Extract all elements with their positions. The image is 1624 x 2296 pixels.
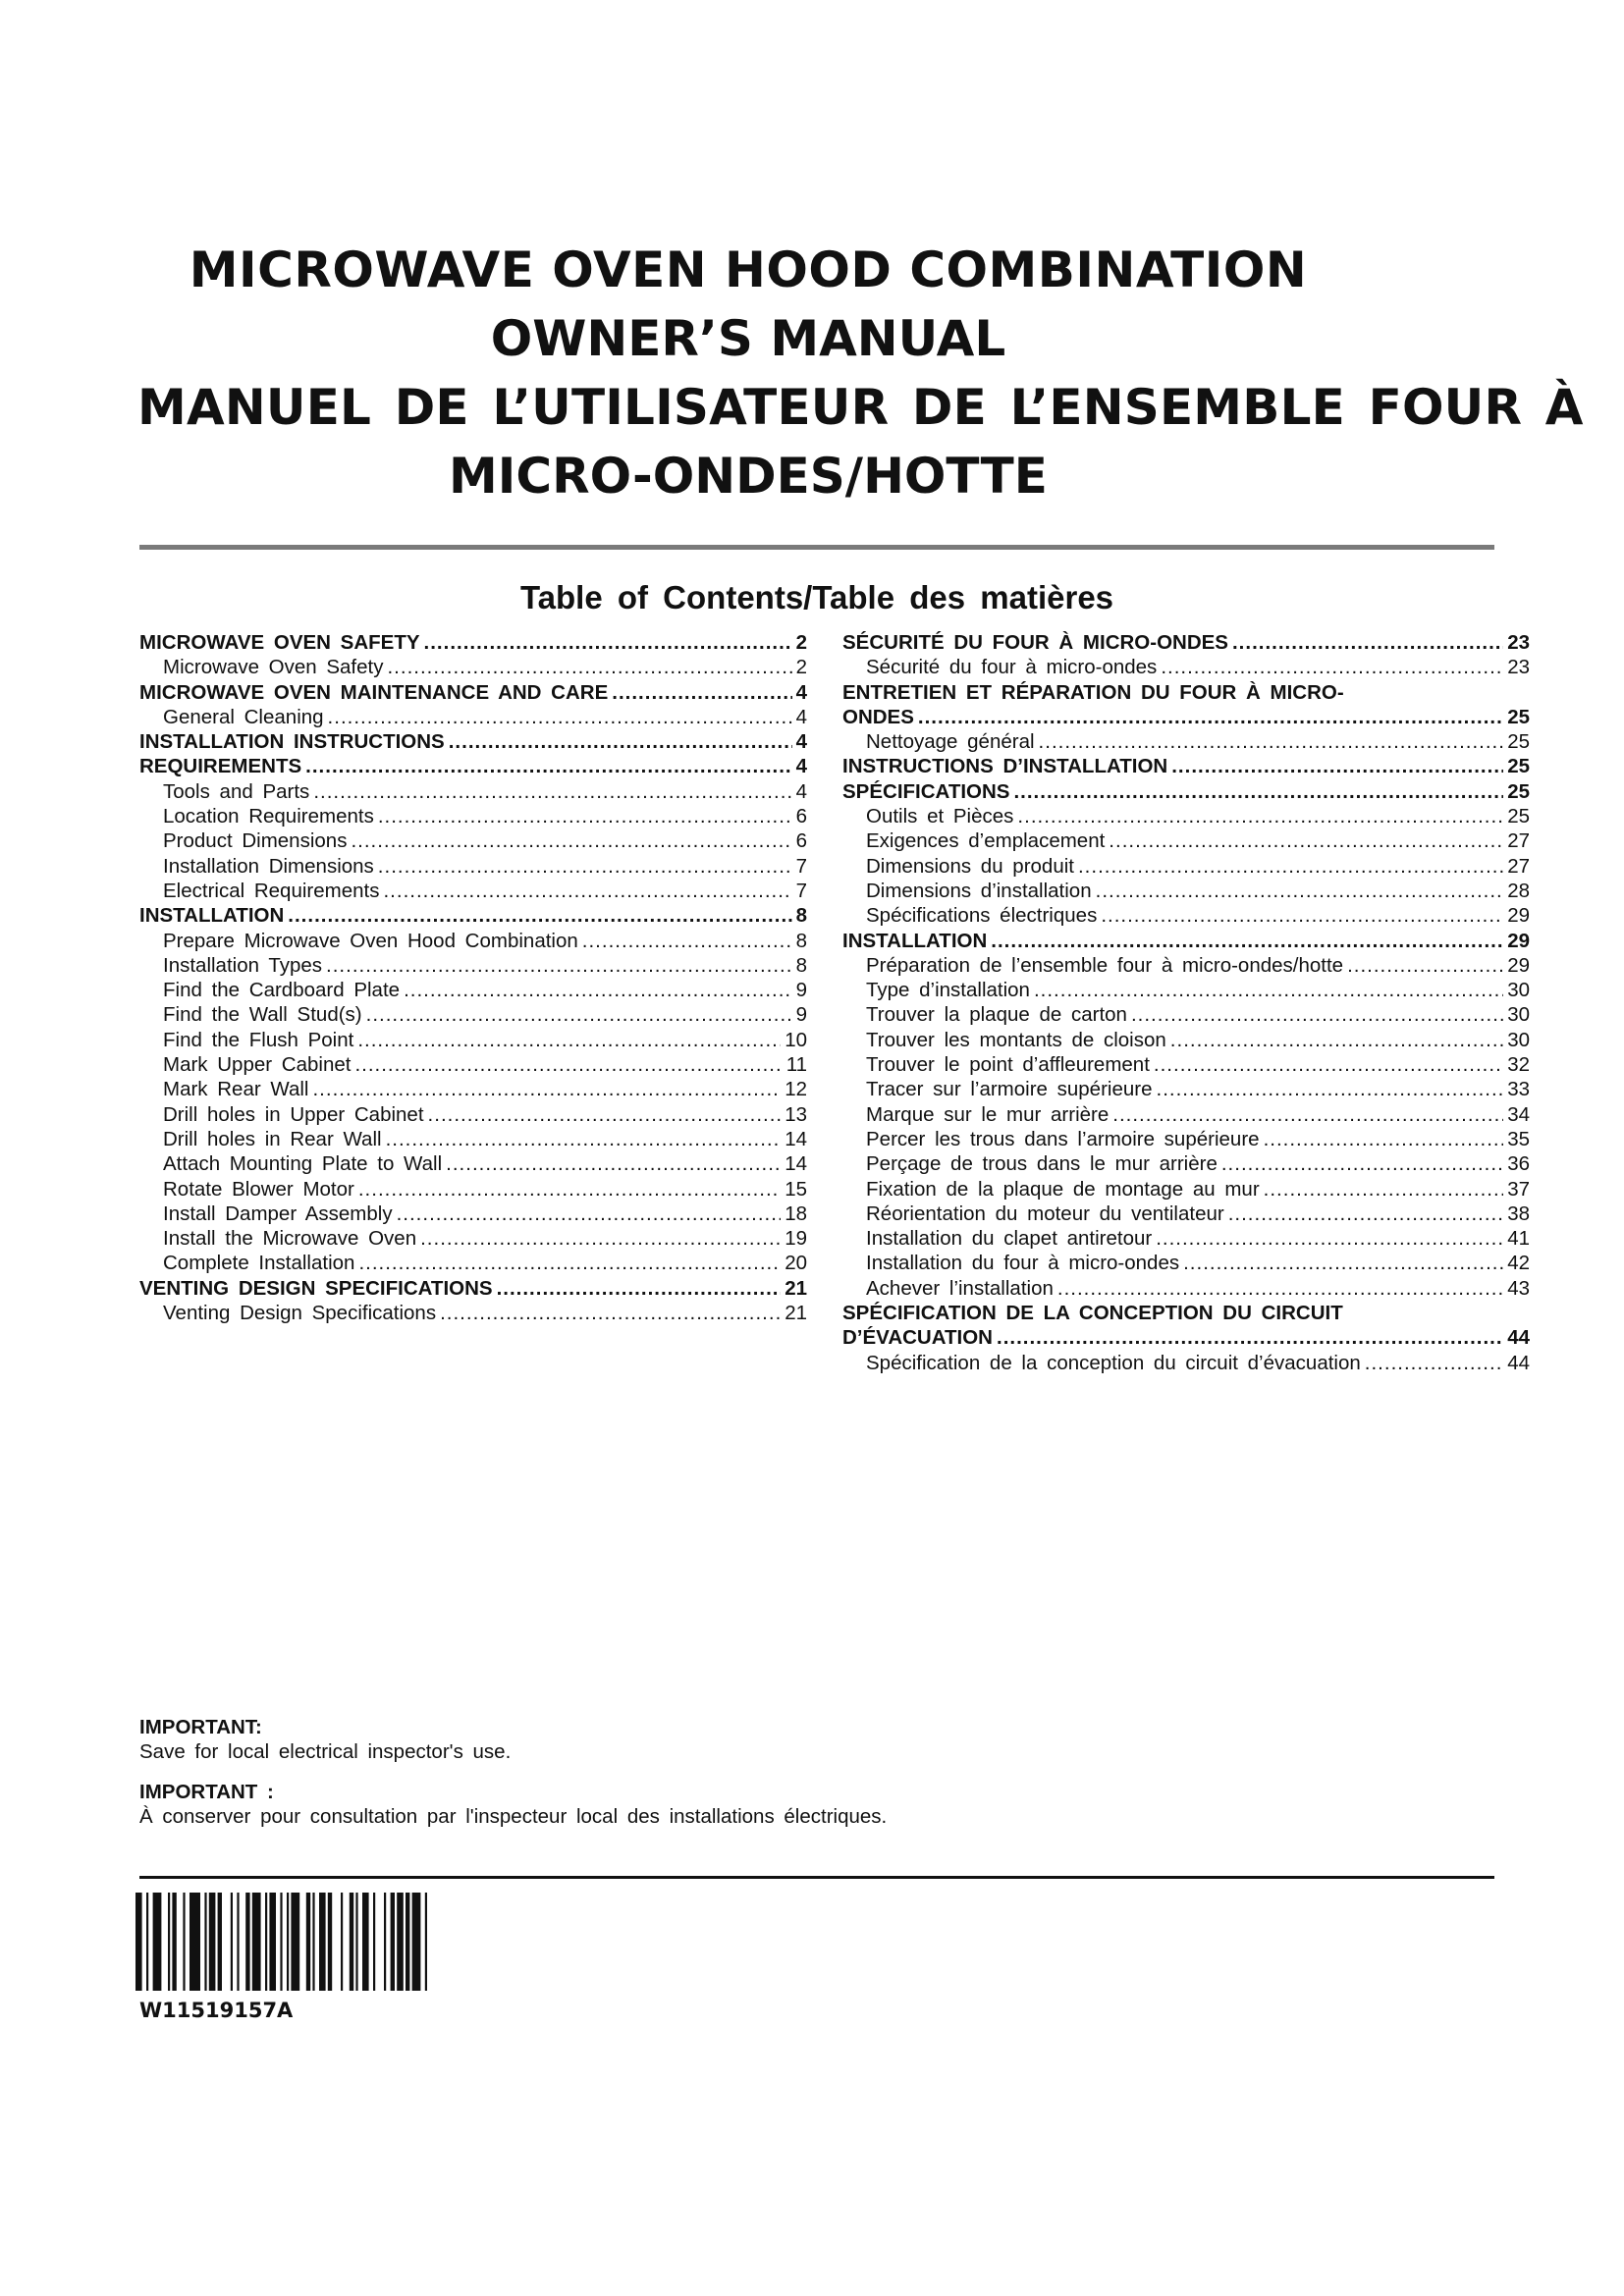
- toc-entry-label: INSTALLATION: [842, 929, 988, 952]
- toc-entry-label: Installation Dimensions: [163, 854, 374, 878]
- toc-entry-label: Dimensions du produit: [866, 854, 1074, 878]
- top-divider: [139, 545, 1494, 550]
- toc-entry[interactable]: [842, 1002, 1530, 1027]
- toc-entry[interactable]: [139, 1276, 807, 1301]
- toc-entry-label: ONDES: [842, 705, 914, 728]
- toc-page-number: 30: [1507, 1028, 1530, 1051]
- toc-entry-label: Fixation de la plaque de montage au mur: [866, 1177, 1260, 1201]
- toc-dot-leader: [1154, 1052, 1503, 1077]
- toc-entry-label: Mark Rear Wall: [163, 1078, 309, 1101]
- toc-entry[interactable]: [842, 978, 1530, 1002]
- barcode-bar: [245, 1893, 249, 1991]
- toc-entry-label: Find the Cardboard Plate: [163, 979, 401, 1002]
- toc-entry[interactable]: [842, 903, 1530, 928]
- toc-entry[interactable]: [139, 779, 807, 804]
- barcode-bar: [265, 1893, 267, 1991]
- toc-page-number: 25: [1507, 730, 1530, 754]
- toc-entry[interactable]: [139, 879, 807, 903]
- toc-entry-label: ENTRETIEN ET RÉPARATION DU FOUR À MICRO-: [842, 680, 1344, 704]
- toc-entry[interactable]: [139, 630, 807, 655]
- toc-page-number: 6: [795, 805, 807, 828]
- toc-entry[interactable]: [842, 1251, 1530, 1275]
- toc-dot-leader: [1221, 1151, 1503, 1176]
- toc-page-number: 6: [795, 829, 807, 853]
- toc-page-number: 41: [1507, 1227, 1530, 1251]
- toc-dot-leader: [305, 754, 791, 778]
- toc-entry[interactable]: [842, 828, 1530, 853]
- toc-entry[interactable]: [139, 655, 807, 679]
- toc-dot-leader: [1101, 903, 1503, 928]
- toc-entry-label: Outils et Pièces: [866, 805, 1014, 828]
- toc-page-number: 25: [1507, 755, 1530, 778]
- toc-entry-label: Sécurité du four à micro-ondes: [866, 656, 1158, 679]
- toc-dot-leader: [1156, 1226, 1503, 1251]
- toc-dot-leader: [1131, 1002, 1503, 1027]
- toc-entry-label: Exigences d’emplacement: [866, 829, 1106, 853]
- barcode-bar: [355, 1893, 357, 1991]
- toc-page-number: 23: [1507, 656, 1530, 679]
- toc-dot-leader: [1112, 1102, 1503, 1127]
- toc-dot-leader: [378, 804, 792, 828]
- toc-dot-leader: [1157, 1077, 1504, 1101]
- toc-entry[interactable]: [842, 754, 1530, 778]
- barcode-bar: [306, 1893, 310, 1991]
- toc-dot-leader: [328, 705, 792, 729]
- toc-entry[interactable]: [139, 1102, 807, 1127]
- toc-page-number: 19: [785, 1227, 807, 1251]
- toc-entry[interactable]: [139, 705, 807, 729]
- toc-entry-label: D’ÉVACUATION: [842, 1326, 993, 1350]
- important-text: Save for local electrical inspector's use.: [139, 1740, 512, 1763]
- important-note-english: [139, 1715, 511, 1764]
- toc-page-number: 44: [1507, 1351, 1530, 1374]
- toc-entry-label: Trouver le point d’affleurement: [866, 1053, 1150, 1077]
- important-heading: IMPORTANT:: [139, 1716, 262, 1738]
- toc-entry[interactable]: [139, 804, 807, 828]
- toc-page-number: 25: [1507, 705, 1530, 728]
- toc-entry[interactable]: [139, 854, 807, 879]
- barcode-bar: [319, 1893, 326, 1991]
- toc-entry[interactable]: [139, 828, 807, 853]
- toc-page-number: 27: [1507, 854, 1530, 878]
- toc-entry-label: Marque sur le mur arrière: [866, 1102, 1110, 1126]
- toc-entry-label: Electrical Requirements: [163, 879, 380, 902]
- toc-entry-label: Réorientation du moteur du ventilateur: [866, 1201, 1224, 1225]
- toc-page-number: 28: [1507, 879, 1530, 902]
- toc-entry[interactable]: [139, 1052, 807, 1077]
- toc-column-french: [842, 630, 1530, 1375]
- barcode-bar: [209, 1893, 216, 1991]
- title-line-3: MANUEL DE L’UTILISATEUR DE L’ENSEMBLE FOUR À: [137, 379, 1584, 436]
- toc-entry-label: Tools and Parts: [163, 779, 310, 803]
- toc-entry-label: MICROWAVE OVEN SAFETY: [139, 631, 420, 654]
- toc-dot-leader: [1183, 1251, 1503, 1275]
- toc-page-number: 27: [1507, 829, 1530, 853]
- barcode-bar: [291, 1893, 299, 1991]
- toc-page-number: 35: [1507, 1127, 1530, 1150]
- toc-entry[interactable]: [139, 1077, 807, 1101]
- toc-entry[interactable]: [842, 1226, 1530, 1251]
- toc-entry-label: SPÉCIFICATIONS: [842, 779, 1010, 803]
- toc-dot-leader: [351, 828, 791, 853]
- toc-page-number: 12: [785, 1078, 807, 1101]
- toc-page-number: 25: [1507, 805, 1530, 828]
- toc-dot-leader: [440, 1301, 781, 1325]
- toc-dot-leader: [1228, 1201, 1503, 1226]
- toc-dot-leader: [404, 978, 792, 1002]
- toc-dot-leader: [386, 1127, 782, 1151]
- toc-entry[interactable]: [139, 953, 807, 978]
- toc-entry[interactable]: [842, 705, 1530, 729]
- toc-dot-leader: [397, 1201, 782, 1226]
- toc-page-number: 42: [1507, 1252, 1530, 1275]
- toc-entry[interactable]: [139, 978, 807, 1002]
- toc-dot-leader: [358, 1177, 781, 1201]
- toc-page-number: 15: [785, 1177, 807, 1201]
- toc-page-number: 14: [785, 1127, 807, 1150]
- toc-page-number: 10: [785, 1028, 807, 1051]
- toc-page-number: 8: [795, 953, 807, 977]
- toc-dot-leader: [1161, 655, 1503, 679]
- toc-page-number: 9: [795, 979, 807, 1002]
- toc-entry-label: Install Damper Assembly: [163, 1201, 393, 1225]
- toc-dot-leader: [428, 1102, 782, 1127]
- toc-entry-label: REQUIREMENTS: [139, 755, 302, 778]
- toc-entry-label: Complete Installation: [163, 1252, 355, 1275]
- toc-dot-leader: [1347, 953, 1503, 978]
- toc-column-english: [139, 630, 807, 1325]
- toc-dot-leader: [1264, 1127, 1504, 1151]
- barcode-bar: [172, 1893, 176, 1991]
- toc-entry[interactable]: [842, 1351, 1530, 1375]
- toc-page-number: 32: [1507, 1053, 1530, 1077]
- toc-entry[interactable]: [842, 879, 1530, 903]
- toc-page-number: 21: [785, 1276, 807, 1300]
- toc-entry-label: Achever l’installation: [866, 1276, 1054, 1300]
- barcode-bar: [204, 1893, 206, 1991]
- barcode-bar: [328, 1893, 332, 1991]
- toc-page-number: 25: [1507, 779, 1530, 803]
- toc-page-number: 2: [795, 631, 807, 654]
- toc-dot-leader: [378, 854, 792, 879]
- toc-page-number: 4: [795, 705, 807, 728]
- toc-dot-leader: [1017, 804, 1503, 828]
- toc-entry[interactable]: [842, 1102, 1530, 1127]
- toc-entry[interactable]: [139, 680, 807, 705]
- barcode-icon: [135, 1893, 568, 1991]
- barcode-bar: [146, 1893, 148, 1991]
- part-number: W11519157A: [139, 1999, 294, 2022]
- barcode-bar: [373, 1893, 375, 1991]
- toc-entry[interactable]: [139, 1301, 807, 1325]
- toc-page-number: 44: [1507, 1326, 1530, 1350]
- toc-entry-label: Installation du four à micro-ondes: [866, 1252, 1180, 1275]
- barcode-bar: [362, 1893, 369, 1991]
- toc-dot-leader: [366, 1002, 792, 1027]
- toc-entry-label: Attach Mounting Plate to Wall: [163, 1152, 443, 1176]
- barcode-bar: [350, 1893, 353, 1991]
- toc-entry-label: Nettoyage général: [866, 730, 1035, 754]
- toc-entry-label: INSTALLATION INSTRUCTIONS: [139, 730, 445, 754]
- toc-entry-label: Percer les trous dans l’armoire supérieure: [866, 1127, 1260, 1150]
- toc-entry[interactable]: [842, 854, 1530, 879]
- toc-page-number: 36: [1507, 1152, 1530, 1176]
- toc-entry-label: Drill holes in Upper Cabinet: [163, 1102, 424, 1126]
- toc-entry[interactable]: [842, 1052, 1530, 1077]
- toc-entry[interactable]: [842, 1276, 1530, 1301]
- toc-entry[interactable]: [842, 929, 1530, 953]
- toc-entry-label: MICROWAVE OVEN MAINTENANCE AND CARE: [139, 680, 609, 704]
- toc-page-number: 29: [1507, 953, 1530, 977]
- toc-entry[interactable]: [139, 1226, 807, 1251]
- toc-entry-label: Find the Flush Point: [163, 1028, 354, 1051]
- toc-page-number: 7: [795, 879, 807, 902]
- toc-page-number: 4: [795, 755, 807, 778]
- toc-entry[interactable]: [139, 903, 807, 928]
- toc-entry[interactable]: [842, 680, 1530, 705]
- toc-dot-leader: [497, 1276, 782, 1301]
- toc-entry[interactable]: [842, 953, 1530, 978]
- toc-entry[interactable]: [842, 1151, 1530, 1176]
- toc-dot-leader: [357, 1028, 781, 1052]
- toc-entry[interactable]: [139, 1251, 807, 1275]
- toc-page-number: 4: [795, 680, 807, 704]
- toc-entry-label: Trouver la plaque de carton: [866, 1003, 1127, 1027]
- toc-entry-label: Tracer sur l’armoire supérieure: [866, 1078, 1153, 1101]
- toc-entry-label: Prepare Microwave Oven Hood Combination: [163, 929, 578, 952]
- toc-dot-leader: [1170, 1028, 1503, 1052]
- toc-dot-leader: [1096, 879, 1504, 903]
- toc-dot-leader: [991, 929, 1503, 953]
- toc-page-number: 8: [795, 929, 807, 952]
- toc-entry[interactable]: [842, 1127, 1530, 1151]
- barcode-bar: [312, 1893, 314, 1991]
- toc-entry[interactable]: [139, 1028, 807, 1052]
- toc-page-number: 7: [795, 854, 807, 878]
- toc-dot-leader: [1365, 1351, 1503, 1375]
- toc-entry-label: Installation du clapet antiretour: [866, 1227, 1153, 1251]
- toc-entry[interactable]: [842, 630, 1530, 655]
- toc-entry[interactable]: [139, 1177, 807, 1201]
- toc-dot-leader: [1057, 1276, 1503, 1301]
- barcode-bar: [135, 1893, 142, 1991]
- barcode-bar: [287, 1893, 289, 1991]
- barcode-bar: [153, 1893, 162, 1991]
- toc-page-number: 23: [1507, 631, 1530, 654]
- toc-entry[interactable]: [842, 1201, 1530, 1226]
- toc-page-number: 34: [1507, 1102, 1530, 1126]
- barcode-bar: [189, 1893, 200, 1991]
- toc-dot-leader: [288, 903, 791, 928]
- toc-entry-label: SPÉCIFICATION DE LA CONCEPTION DU CIRCUIT: [842, 1302, 1343, 1325]
- toc-page-number: 2: [795, 656, 807, 679]
- toc-page-number: 37: [1507, 1177, 1530, 1201]
- toc-entry-label: INSTRUCTIONS D’INSTALLATION: [842, 755, 1168, 778]
- toc-dot-leader: [313, 779, 791, 804]
- toc-dot-leader: [1039, 729, 1504, 754]
- barcode-bar: [218, 1893, 222, 1991]
- toc-page-number: 30: [1507, 979, 1530, 1002]
- toc-page-number: 38: [1507, 1201, 1530, 1225]
- toc-entry[interactable]: [139, 729, 807, 754]
- toc-entry[interactable]: [139, 1127, 807, 1151]
- toc-dot-leader: [420, 1226, 781, 1251]
- toc-entry-label: Drill holes in Rear Wall: [163, 1127, 382, 1150]
- barcode-bar: [237, 1893, 239, 1991]
- toc-entry[interactable]: [842, 1177, 1530, 1201]
- title-line-2: OWNER’S MANUAL: [490, 310, 1006, 367]
- toc-dot-leader: [424, 630, 792, 655]
- toc-dot-leader: [612, 680, 791, 705]
- barcode-bar: [183, 1893, 185, 1991]
- toc-entry-label: Install the Microwave Oven: [163, 1227, 417, 1251]
- barcode-bar: [425, 1893, 427, 1991]
- toc-dot-leader: [1109, 828, 1503, 853]
- toc-page-number: 18: [785, 1201, 807, 1225]
- important-text: À conserver pour consultation par l'inspecteur local des installations électriques.: [139, 1805, 888, 1828]
- important-heading: IMPORTANT :: [139, 1781, 274, 1803]
- toc-entry-label: Spécifications électriques: [866, 904, 1098, 928]
- toc-entry[interactable]: [842, 1325, 1530, 1350]
- toc-dot-leader: [354, 1052, 782, 1077]
- toc-entry-label: Product Dimensions: [163, 829, 348, 853]
- toc-page-number: 30: [1507, 1003, 1530, 1027]
- toc-entry-label: Microwave Oven Safety: [163, 656, 384, 679]
- toc-entry-label: VENTING DESIGN SPECIFICATIONS: [139, 1276, 493, 1300]
- toc-entry-label: General Cleaning: [163, 705, 324, 728]
- toc-entry[interactable]: [842, 729, 1530, 754]
- toc-page-number: 29: [1507, 904, 1530, 928]
- barcode-bar: [231, 1893, 233, 1991]
- toc-entry[interactable]: [139, 1151, 807, 1176]
- toc-page-number: 33: [1507, 1078, 1530, 1101]
- barcode-bar: [384, 1893, 386, 1991]
- important-note-french: [139, 1780, 887, 1829]
- toc-entry[interactable]: [139, 929, 807, 953]
- toc-entry-label: Mark Upper Cabinet: [163, 1053, 352, 1077]
- barcode-bar: [391, 1893, 395, 1991]
- toc-dot-leader: [1171, 754, 1503, 778]
- toc-entry-label: Préparation de l’ensemble four à micro-ondes/hotte: [866, 953, 1344, 977]
- toc-dot-leader: [312, 1077, 781, 1101]
- toc-entry-label: Find the Wall Stud(s): [163, 1003, 362, 1027]
- toc-entry-label: Perçage de trous dans le mur arrière: [866, 1152, 1218, 1176]
- barcode-bar: [252, 1893, 261, 1991]
- toc-entry[interactable]: [139, 1201, 807, 1226]
- toc-page-number: 43: [1507, 1276, 1530, 1300]
- toc-page-number: 29: [1507, 929, 1530, 952]
- title-line-4: MICRO-ONDES/HOTTE: [449, 448, 1048, 505]
- toc-page-number: 9: [795, 1003, 807, 1027]
- toc-page-number: 8: [795, 904, 807, 928]
- toc-page-number: 20: [785, 1252, 807, 1275]
- barcode-bar: [412, 1893, 421, 1991]
- toc-dot-leader: [326, 953, 792, 978]
- toc-page-number: 4: [795, 730, 807, 754]
- toc-page-number: 14: [785, 1152, 807, 1176]
- toc-entry-label: INSTALLATION: [139, 904, 285, 928]
- toc-dot-leader: [582, 929, 792, 953]
- toc-entry-label: Dimensions d’installation: [866, 879, 1092, 902]
- toc-dot-leader: [1232, 630, 1503, 655]
- toc-dot-leader: [1264, 1177, 1504, 1201]
- document-title: [137, 236, 1610, 510]
- toc-page-number: 21: [785, 1302, 807, 1325]
- barcode-bar: [280, 1893, 282, 1991]
- toc-dot-leader: [358, 1251, 781, 1275]
- toc-dot-leader: [1078, 854, 1503, 879]
- toc-dot-leader: [383, 879, 791, 903]
- toc-entry[interactable]: [842, 1077, 1530, 1101]
- toc-entry[interactable]: [139, 754, 807, 778]
- toc-dot-leader: [1034, 978, 1503, 1002]
- toc-entry-label: Location Requirements: [163, 805, 374, 828]
- toc-dot-leader: [918, 705, 1503, 729]
- toc-dot-leader: [387, 655, 791, 679]
- barcode-bar: [341, 1893, 343, 1991]
- toc-entry-label: Spécification de la conception du circuit d’évacuation: [866, 1351, 1361, 1374]
- toc-entry-label: Installation Types: [163, 953, 323, 977]
- toc-entry[interactable]: [842, 1028, 1530, 1052]
- toc-heading: Table of Contents/Table des matières: [519, 579, 1114, 615]
- toc-entry[interactable]: [842, 655, 1530, 679]
- barcode-bar: [397, 1893, 404, 1991]
- toc-entry-label: SÉCURITÉ DU FOUR À MICRO-ONDES: [842, 631, 1228, 654]
- toc-page-number: 13: [785, 1102, 807, 1126]
- toc-entry-label: Trouver les montants de cloison: [866, 1028, 1166, 1051]
- toc-entry-label: Type d’installation: [866, 979, 1030, 1002]
- toc-entry-label: Venting Design Specifications: [163, 1302, 437, 1325]
- toc-page-number: 11: [785, 1053, 807, 1077]
- barcode-bar: [168, 1893, 170, 1991]
- barcode-bar: [406, 1893, 409, 1991]
- toc-entry[interactable]: [139, 1002, 807, 1027]
- toc-page-number: 4: [795, 779, 807, 803]
- toc-entry-label: Rotate Blower Motor: [163, 1177, 354, 1201]
- toc-entry[interactable]: [842, 779, 1530, 804]
- bottom-divider: [139, 1876, 1494, 1879]
- toc-entry[interactable]: [842, 1301, 1530, 1325]
- toc-dot-leader: [446, 1151, 781, 1176]
- toc-entry[interactable]: [842, 804, 1530, 828]
- toc-dot-leader: [1013, 779, 1503, 804]
- title-line-1: MICROWAVE OVEN HOOD COMBINATION: [189, 241, 1308, 298]
- toc-dot-leader: [449, 729, 792, 754]
- barcode-bar: [269, 1893, 276, 1991]
- toc-dot-leader: [997, 1325, 1503, 1350]
